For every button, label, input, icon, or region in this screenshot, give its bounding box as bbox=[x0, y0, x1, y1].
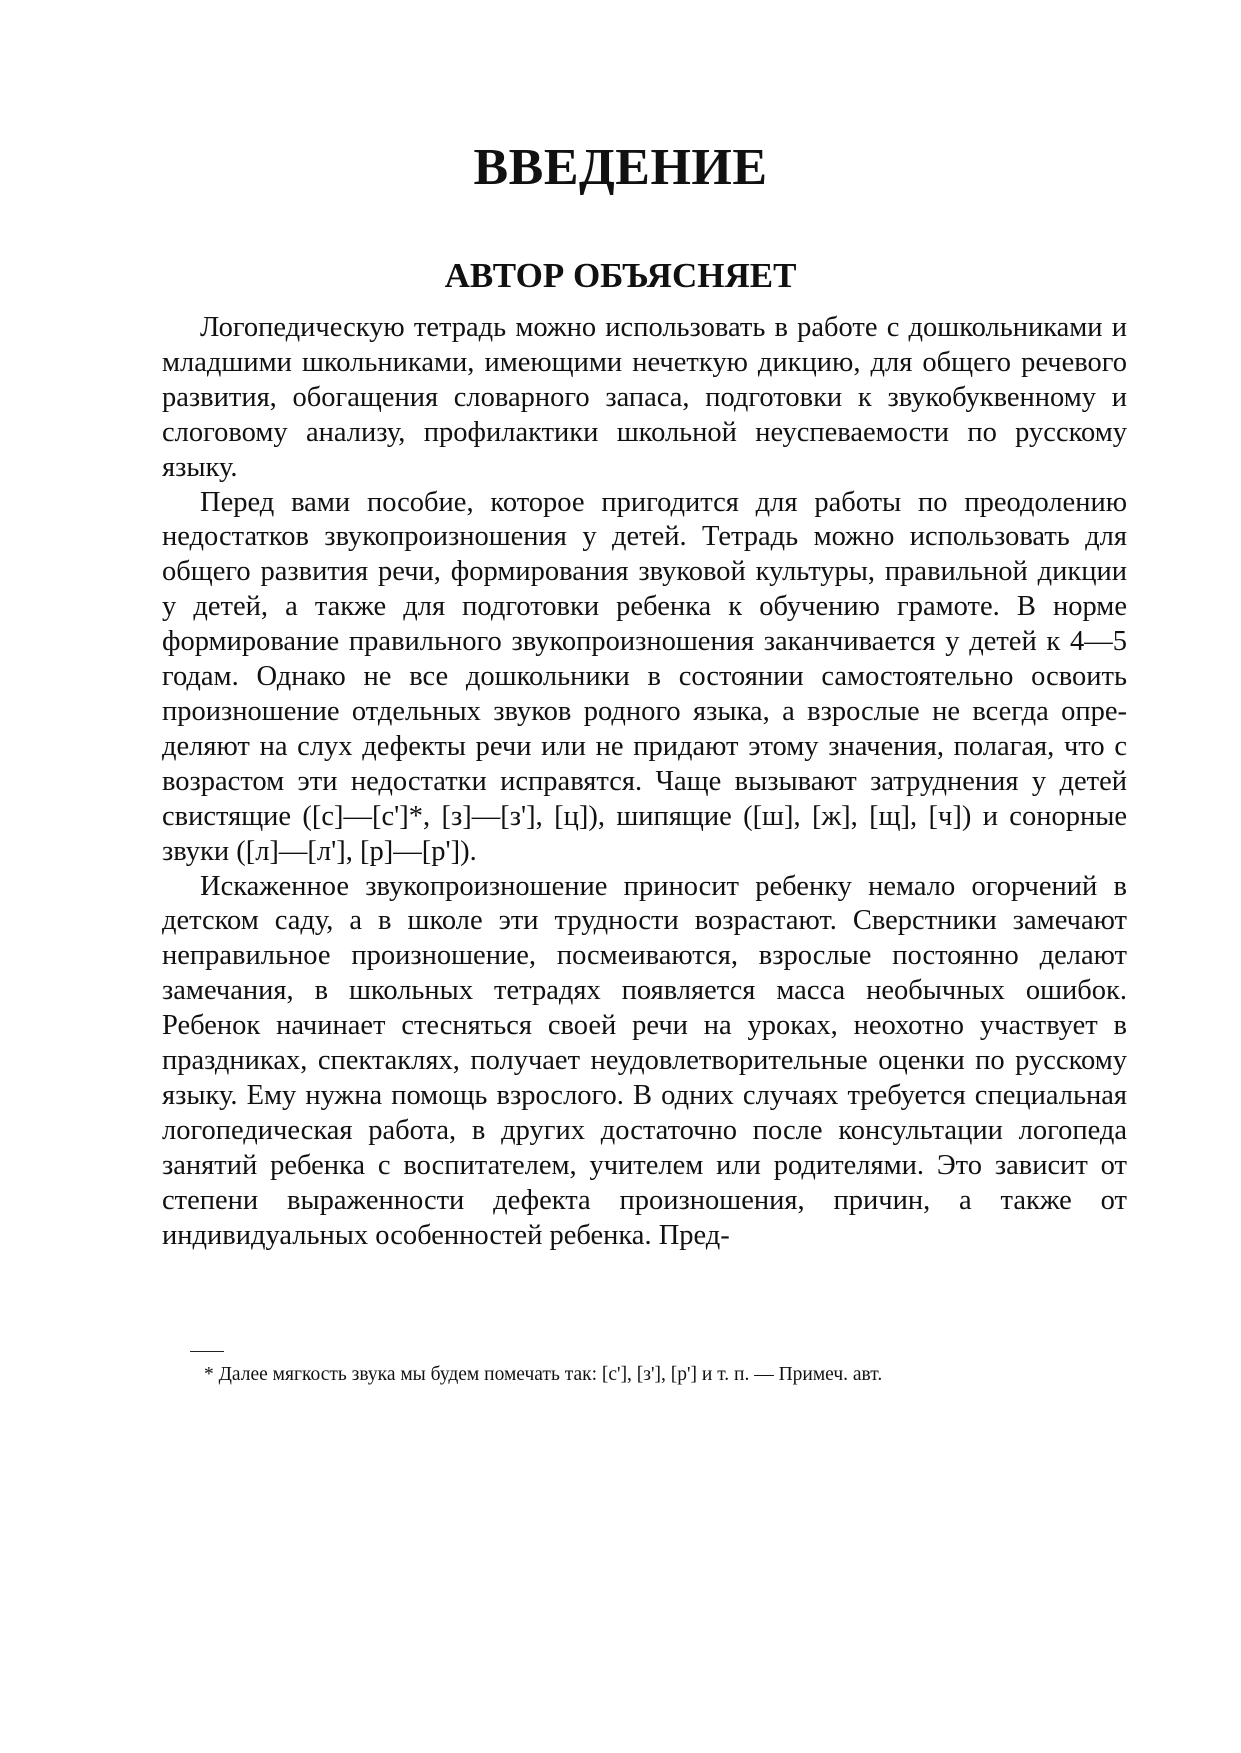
paragraph-3: Искаженное звукопроизношение приносит ребенку немало огорчений в детском саду, а в школе эти трудности возрастают. Сверстники замечают неправильное произношение, посмеиваются, взрослые постоянно делают замечания, в школьных тетрадях появляется масса необычных ошибок. Ребенок начинает стесняться своей речи на уроках, неохотно участвует в праздниках, спектаклях, получает неудовлетворительные оценки по русскому языку. Ему нужна помощь взрослого. В одних случаях требуется специальная логопедическая работа, в других достаточно после консультации логопеда занятий ребенка с воспитателем, учителем или родителями. Это зависит от степени выраженности дефекта произношения, причин, а также от индивидуальных особенностей ребенка. Пред- bbox=[162, 870, 1127, 1251]
chapter-title: ВВЕДЕНИЕ bbox=[473, 139, 768, 196]
footnote-divider bbox=[190, 1351, 224, 1352]
paragraph-1: Логопедическую тетрадь можно использовать в работе с дошкольниками и младшими школьниками, имеющими нечеткую дикцию, для общего речевого развития, обогащения словарного запаса, подготовки к звукобуквенному и слоговому анализу, профилактики школьной неуспеваемости по русскому языку. bbox=[162, 312, 1127, 483]
body-text bbox=[162, 311, 1127, 1253]
paragraph-2: Перед вами пособие, которое пригодится для работы по преодолению недостатков звукопроизношения у детей. Тетрадь можно использовать для общего развития речи, формирования звуковой культуры, правильной дикции у детей, а также для подготовки ребенка к обучению грамоте. В норме формирование правильного звукопроизношения заканчивается у детей к 4—5 годам. Однако не все дошкольники в состоянии самостоятельно освоить произношение отдельных звуков родного языка, а взрослые не всегда определяют на слух дефекты речи или не придают этому значения, полагая, что с возрастом эти недостатки исправятся. Чаще вызывают затруднения у детей свистящие ([с]—[с']*, [з]—[з'], [ц]), шипящие ([ш], [ж], [щ], [ч]) и сонорные звуки ([л]—[л'], [р]—[р']). bbox=[162, 486, 1127, 867]
section-title: АВТОР ОБЪЯСНЯЕТ bbox=[444, 256, 797, 295]
footnote: * Далее мягкость звука мы будем помечать так: [с'], [з'], [р'] и т. п. — Примеч. авт. bbox=[204, 1364, 883, 1385]
